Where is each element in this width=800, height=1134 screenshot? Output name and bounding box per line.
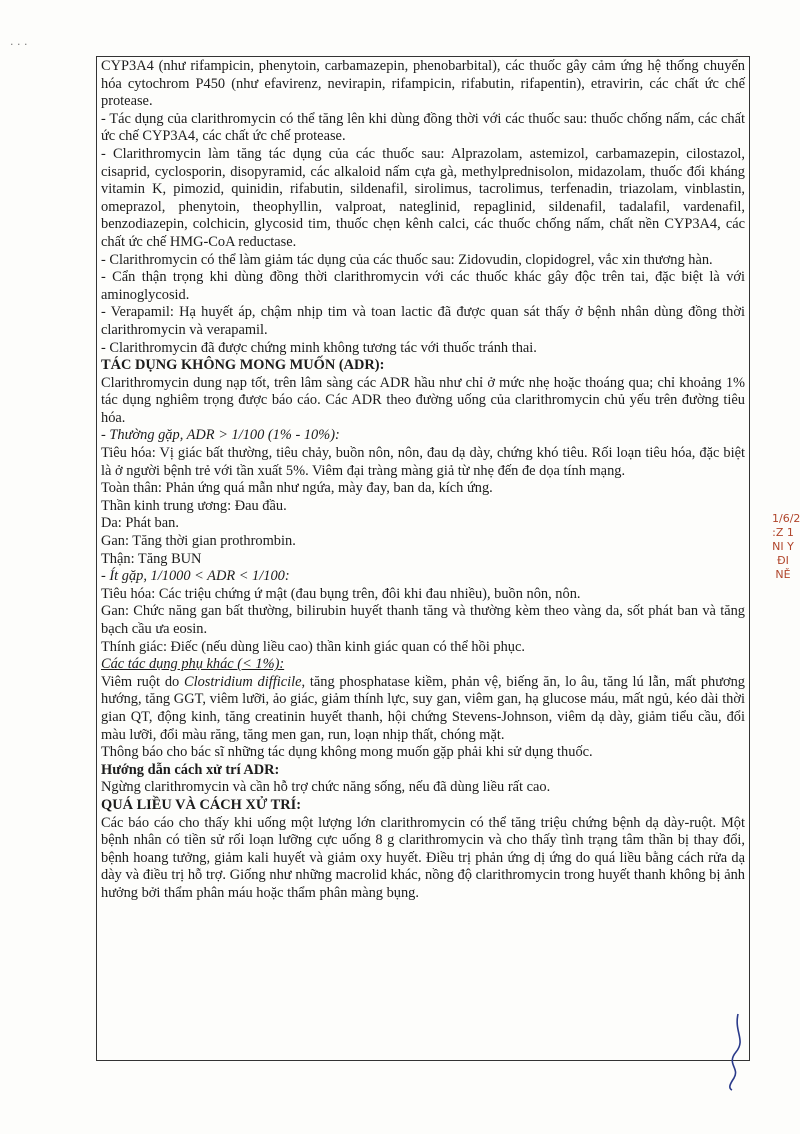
adr-item: Thần kinh trung ương: Đau đầu.	[101, 497, 287, 514]
document-body	[101, 58, 745, 903]
adr-item: Tiêu hóa: Vị giác bất thường, tiêu chảy, buồn nôn, nôn, đau dạ dày, chứng khó tiêu. Rối loạn tiêu hóa, đặc biệt là ở người bệnh trẻ với tần xuất 5%. Viêm đại tràng màng giả từ nhẹ đến đe dọa tính mạng.	[101, 445, 745, 479]
report-notice: Thông báo cho bác sĩ những tác dụng không mong muốn gặp phải khi sử dụng thuốc.	[101, 744, 593, 761]
frequency-other-heading: Các tác dụng phụ khác (< 1%):	[101, 656, 285, 673]
interaction-paragraph: - Verapamil: Hạ huyết áp, chậm nhịp tim và toan lactic đã được quan sát thấy ở bệnh nhân dùng đồng thời clarithromycin và verapamil.	[101, 304, 745, 338]
adr-text: Viêm ruột do	[101, 673, 184, 690]
adr-management-paragraph: Ngừng clarithromycin và cần hỗ trợ chức năng sống, nếu đã dùng liều rất cao.	[101, 779, 551, 796]
adr-intro-paragraph: Clarithromycin dung nạp tốt, trên lâm sàng các ADR hầu như chỉ ở mức nhẹ hoặc thoáng qua; chỉ khoảng 1% tác dụng nghiêm trọng được báo cáo. Các ADR theo đường uống của clarithromycin chủ yếu trên đường tiêu hóa.	[101, 374, 745, 426]
adr-item: Da: Phát ban.	[101, 515, 179, 532]
adr-item: Toàn thân: Phản ứng quá mẫn như ngứa, mày đay, ban da, kích ứng.	[101, 480, 493, 497]
adr-item: Gan: Chức năng gan bất thường, bilirubin huyết thanh tăng và thường kèm theo vàng da, sốt phát ban và tăng bạch cầu ưa eosin.	[101, 603, 745, 637]
interaction-paragraph: - Cẩn thận trọng khi dùng đồng thời clarithromycin với các thuốc khác gây độc trên tai, đặc biệt là với aminoglycosid.	[101, 269, 745, 303]
adr-item	[101, 674, 745, 744]
adr-item: Gan: Tăng thời gian prothrombin.	[101, 533, 296, 550]
interaction-paragraph: - Clarithromycin đã được chứng minh không tương tác với thuốc tránh thai.	[101, 339, 537, 356]
interaction-paragraph: - Clarithromycin có thể làm giảm tác dụng của các thuốc sau: Zidovudin, clopidogrel, vắc xin thương hàn.	[101, 251, 713, 268]
side-stamp: 1/6/2 :Z 1 NI Y ĐI NĚ	[772, 512, 800, 581]
section-heading-adr-management: Hướng dẫn cách xử trí ADR:	[101, 761, 280, 778]
adr-item: Tiêu hóa: Các triệu chứng ứ mật (đau bụng trên, đôi khi đau nhiều), buồn nôn, nôn.	[101, 585, 581, 602]
interaction-paragraph: CYP3A4 (như rifampicin, phenytoin, carbamazepin, phenobarbital), các thuốc gây cảm ứng hệ thống chuyển hóa cytochrom P450 (như efavirenz, nevirapin, rifampicin, rifabutin, rifapentin), etravirin, các chất ức chế protease.	[101, 58, 745, 110]
organism-name: Clostridium difficile	[184, 673, 302, 690]
adr-item: Thận: Tăng BUN	[101, 550, 202, 567]
signature-mark	[716, 1012, 756, 1092]
section-heading-adr: TÁC DỤNG KHÔNG MONG MUỐN (ADR):	[101, 357, 385, 374]
interaction-paragraph: - Clarithromycin làm tăng tác dụng của các thuốc sau: Alprazolam, astemizol, carbamazepin, cilostazol, cisaprid, cyclosporin, disopyramid, các alkaloid nấm cựa gà, methylprednisolon, midazolam, thuốc đối kháng vitamin K, pimozid, quinidin, rifabutin, sildenafil, sirolimus, tacrolimus, terfenadin, triazolam, vinblastin, omeprazol, phenytoin, theophyllin, valproat, nateglinid, repaglinid, sildenafil, tadalafil, vardenafil, benzodiazepin, colchicin, glycosid tim, thuốc chẹn kênh calci, các thuốc chống nấm, chất nền CYP3A4, các chất ức chế HMG-CoA reductase.	[101, 145, 745, 250]
scan-corner-marks: · · ·	[10, 38, 28, 51]
section-heading-overdose: QUÁ LIỀU VÀ CÁCH XỬ TRÍ:	[101, 796, 302, 813]
adr-item: Thính giác: Điếc (nếu dùng liều cao) thần kinh giác quan có thể hồi phục.	[101, 638, 525, 655]
overdose-paragraph: Các báo cáo cho thấy khi uống một lượng lớn clarithromycin có thể tăng triệu chứng bệnh dạ dày-ruột. Một bệnh nhân có tiền sử rối loạn lưỡng cực uống 8 g clarithromycin và cho thấy tình trạng tâm thần bị thay đổi, bệnh hoang tưởng, giảm kali huyết và giảm oxy huyết. Điều trị phản ứng dị ứng do quá liều bằng cách rửa dạ dày và điều trị hỗ trợ. Giống như những macrolid khác, nồng độ clarithromycin trong huyết thanh không bị ảnh hưởng bởi thẩm phân máu hoặc thẩm phân màng bụng.	[101, 814, 745, 901]
frequency-common-heading: - Thường gặp, ADR > 1/100 (1% - 10%):	[101, 427, 340, 444]
frequency-uncommon-heading: - Ít gặp, 1/1000 < ADR < 1/100:	[101, 568, 290, 585]
interaction-paragraph: - Tác dụng của clarithromycin có thể tăng lên khi dùng đồng thời với các thuốc sau: thuốc chống nấm, các chất ức chế CYP3A4, các chất ức chế protease.	[101, 110, 745, 145]
adr-text: , tăng phosphatase kiềm, phản vệ, biếng ăn, lo âu, tăng lú lẫn, mất phương hướng, tăng GGT, viêm lưỡi, ảo giác, giảm thính lực, suy gan, viêm gan, hạ glucose máu, mất ngủ, kéo dài thời gian QT, động kinh, tăng creatinin huyết thanh, hội chứng Stevens-Johnson, viêm dạ dày, giảm tiểu cầu, đổi màu lưỡi, đổi màu răng, tăng men gan, run, loạn nhịp thất, chóng mặt.	[101, 673, 746, 743]
